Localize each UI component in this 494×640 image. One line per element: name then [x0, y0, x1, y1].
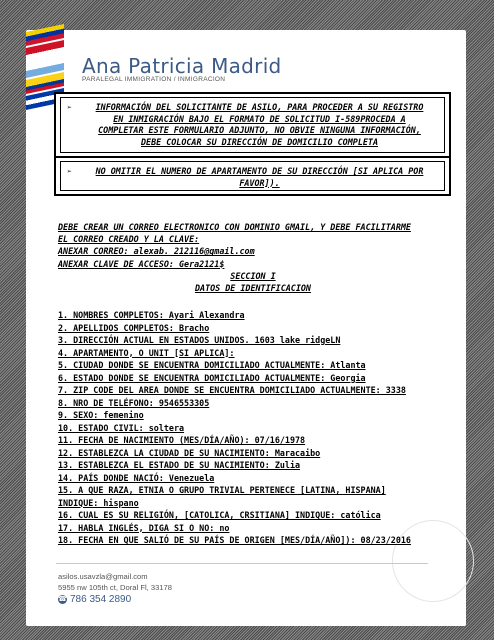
field-row: 11. FECHA DE NACIMIENTO (MES/DÍA/AÑO): 07/16/1978 — [58, 435, 306, 445]
footer-divider — [56, 563, 428, 564]
notice-box-text — [61, 162, 444, 189]
intro-line: EL CORREO CREADO Y LA CLAVE: — [58, 234, 200, 245]
email-line: ANEXAR CORREO: alexab. 212116@gmail.com — [58, 246, 255, 257]
intro-line: DEBE CREAR UN CORREO ELECTRONICO CON DOMINIO GMAIL, Y DEBE FACILITARME — [58, 222, 411, 232]
field-row: 3. DIRECCIÓN ACTUAL EN ESTADOS UNIDOS. 1603 lake ridgeLN — [58, 335, 341, 345]
logo-title: Ana Patricia Madrid — [82, 54, 282, 78]
field-row: 4. APARTAMENTO, O UNIT [SI APLICA]: — [58, 347, 235, 358]
notice-box-apartment — [54, 156, 451, 196]
phone-icon: ☎ — [58, 595, 67, 603]
field-row: 13. ESTABLEZCA EL ESTADO DE SU NACIMIENTO: Zulia — [58, 460, 301, 470]
field-row: 16. CUAL ES SU RELIGIÓN, [CATOLICA, CRSITIANA] INDIQUE: católica — [58, 510, 381, 520]
logo-subtitle: PARALEGAL IMMIGRATION / INMIGRACION — [82, 76, 226, 83]
notice-box-inner — [60, 97, 445, 153]
footer-email: asilos.usavzla@gmail.com — [58, 572, 148, 581]
notice-line: INFORMACIÓN DEL SOLICITANTE DE ASILO, PARA PROCEDER A SU REGISTRO — [95, 102, 424, 112]
footer-address: 5955 nw 105th ct, Doral Fl, 33178 — [58, 583, 172, 592]
field-row: 14. PAÍS DONDE NACIÓ: Venezuela — [58, 472, 215, 483]
field-row: 9. SEXO: femenino — [58, 410, 144, 420]
field-row: 18. FECHA EN QUE SALIÓ DE SU PAÍS DE ORIGEN [MES/DÍA/AÑO]): 08/23/2016 — [58, 535, 411, 545]
field-row: 2. APELLIDOS COMPLETOS: Bracho — [58, 322, 210, 333]
field-row: 1. NOMBRES COMPLETOS: Ayari Alexandra — [58, 310, 245, 320]
notice-line: EN INMIGRACIÓN BAJO EL FORMATO DE SOLICITUD I-589PROCEDA A — [113, 113, 406, 124]
field-row: INDIQUE: hispano — [58, 497, 139, 508]
section-title: DATOS DE IDENTIFICACION — [195, 283, 311, 294]
notice-box-text — [61, 98, 444, 148]
arrow-bullet-icon: ➢ — [67, 167, 72, 176]
field-row: 6. ESTADO DONDE SE ENCUENTRA DOMICILIADO ACTUALMENTE: Georgia — [58, 372, 366, 383]
identification-fields — [58, 309, 452, 547]
notice-line: DEBE COLOCAR SU DIRECCIÓN DE DOMICILIO COMPLETA — [141, 136, 378, 147]
field-row: 8. NRO DE TELÉFONO: 9546553305 — [58, 397, 210, 408]
notice-box-applicant — [54, 92, 451, 158]
field-row: 15. A QUE RAZA, ETNIA O GRUPO TRIVIAL PERTENECE [LATINA, HISPANA] — [58, 485, 386, 495]
field-row: 12. ESTABLEZCA LA CIUDAD DE SU NACIMIENTO: Maracaibo — [58, 447, 321, 458]
password-line: ANEXAR CLAVE DE ACCESO: Gera2121$ — [58, 258, 225, 269]
footer-phone — [58, 594, 131, 605]
notice-box-inner — [60, 161, 445, 191]
section-label: SECCION I — [230, 270, 276, 281]
field-row: 17. HABLA INGLÉS, DIGA SI O NO: no — [58, 522, 230, 533]
intro-block — [58, 221, 448, 294]
field-row: 10. ESTADO CIVIL: soltera — [58, 422, 185, 433]
arrow-bullet-icon: ➢ — [67, 103, 72, 112]
footer-phone-number: 786 354 2890 — [70, 594, 132, 605]
notice-line: FAVOR]). — [239, 177, 280, 188]
field-row: 7. ZIP CODE DEL AREA DONDE SE ENCUENTRA DOMICILIADO ACTUALMENTE: 3338 — [58, 385, 406, 395]
notice-line: COMPLETAR ESTE FORMULARIO ADJUNTO, NO OBVIE NINGUNA INFORMACIÓN, — [98, 125, 421, 136]
field-row: 5. CIUDAD DONDE SE ENCUENTRA DOMICILIADO ACTUALMENTE: Atlanta — [58, 360, 366, 370]
notice-line: NO OMITIR EL NUMERO DE APARTAMENTO DE SU DIRECCIÓN [SI APLICA POR — [95, 166, 424, 176]
footer-contact — [58, 571, 172, 593]
